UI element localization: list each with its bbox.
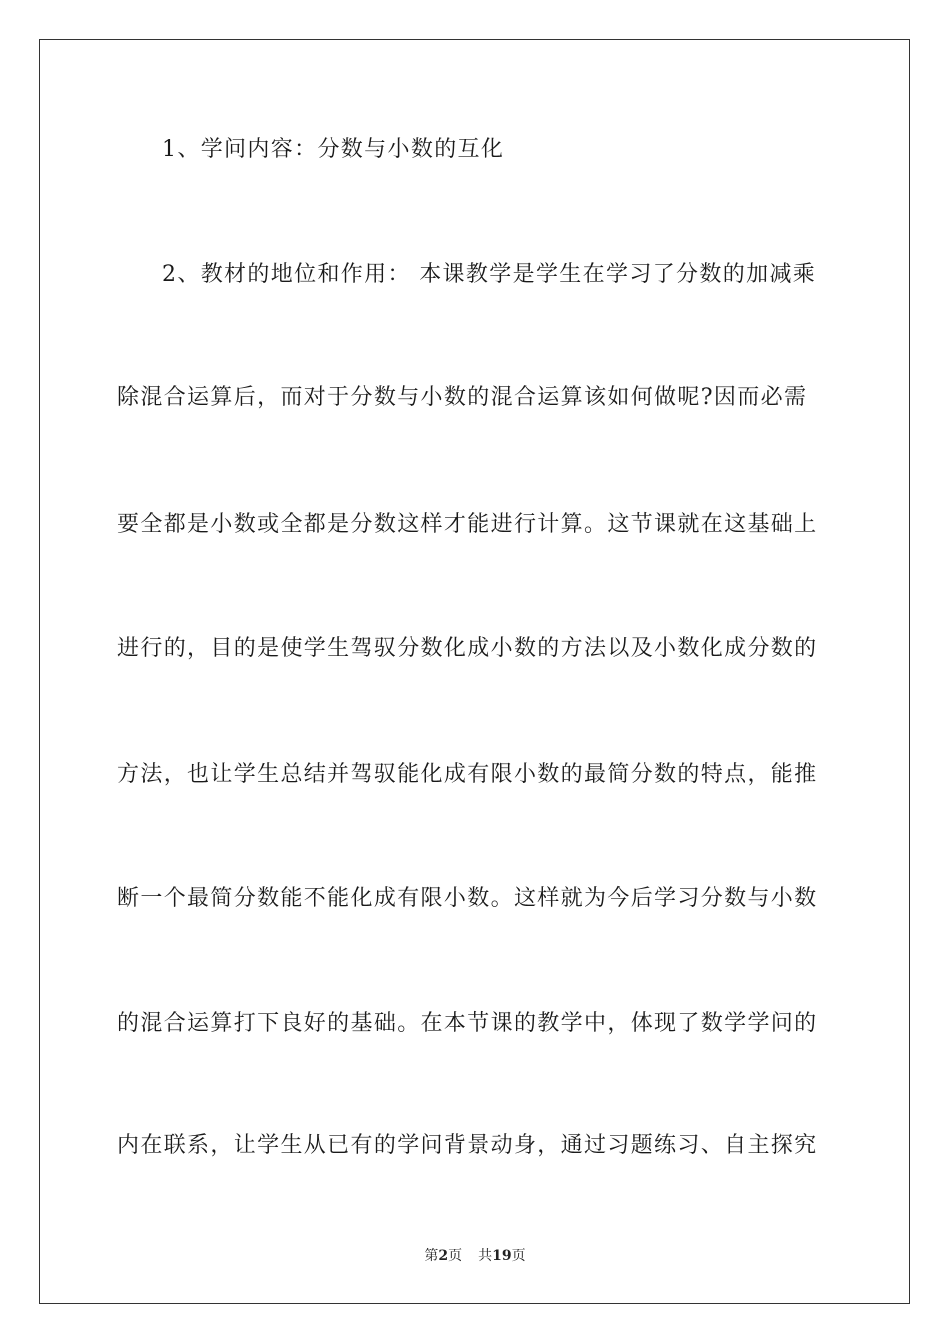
paragraph-line: 方法，也让学生总结并驾驭能化成有限小数的最简分数的特点，能推 (117, 762, 818, 787)
paragraph-line: 内在联系，让学生从已有的学问背景动身，通过习题练习、自主探究 (117, 1133, 818, 1158)
total-label-suffix: 页 (511, 1248, 526, 1264)
paragraph-line: 除混合运算后，而对于分数与小数的混合运算该如何做呢?因而必需 (117, 385, 808, 410)
page-label-suffix: 页 (448, 1248, 463, 1264)
paragraph-line: 断一个最简分数能不能化成有限小数。这样就为今后学习分数与小数 (117, 886, 818, 911)
paragraph-line: 要全都是小数或全都是分数这样才能进行计算。这节课就在这基础上 (117, 512, 818, 537)
paragraph-line: 进行的，目的是使学生驾驭分数化成小数的方法以及小数化成分数的 (117, 636, 818, 661)
page-border (39, 39, 910, 1304)
paragraph-line: 2、教材的地位和作用： 本课教学是学生在学习了分数的加减乘 (162, 262, 817, 287)
page-label-prefix: 第 (424, 1248, 439, 1264)
total-label-prefix: 共 (478, 1248, 493, 1264)
section-heading-1: 1、学问内容：分数与小数的互化 (162, 137, 505, 162)
current-page-number: 2 (438, 1248, 449, 1264)
page-footer (0, 1247, 950, 1265)
total-page-count: 19 (492, 1248, 512, 1264)
paragraph-line: 的混合运算打下良好的基础。在本节课的教学中，体现了数学学问的 (117, 1011, 818, 1036)
